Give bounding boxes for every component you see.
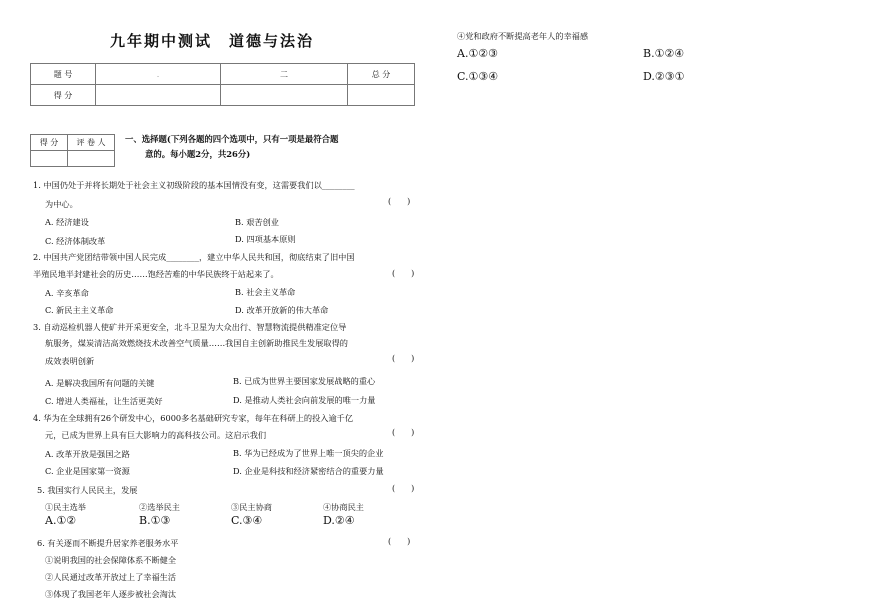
question-3-option-d: D. 是推动人类社会向前发展的唯一力量 bbox=[233, 395, 376, 405]
grader-table-cell: 得 分 bbox=[31, 135, 68, 151]
grader-table bbox=[30, 134, 115, 167]
section-heading-line1: 一、选择题(下列各题的四个选项中，只有一项是最符合题 bbox=[125, 134, 339, 144]
question-1-option-b: B. 艰苦创业 bbox=[235, 217, 279, 227]
question-4-option-a: A. 改革开放是强国之路 bbox=[45, 449, 130, 459]
grader-table-cell bbox=[68, 151, 115, 167]
question-2-option-a: A. 辛亥革命 bbox=[45, 288, 89, 298]
question-2-answer-paren: ( ) bbox=[392, 269, 415, 278]
question-4-option-d: D. 企业是科技和经济紧密结合的重要力量 bbox=[233, 466, 384, 476]
question-1-line: 1. 中国仍处于并将长期处于社会主义初级阶段的基本国情没有变，这需要我们以________ bbox=[33, 180, 355, 190]
question-5-option-b: B.①③ bbox=[139, 514, 171, 527]
question-4-line: 4. 华为在全球拥有26个研发中心，6000多名基础研究专家，每年在科研上的投入逾千亿 bbox=[33, 413, 354, 423]
question-2-option-d: D. 改革开放新的伟大革命 bbox=[235, 305, 329, 315]
question-6-item-3: ③体现了我国老年人逐步被社会淘汰 bbox=[45, 589, 177, 599]
question-5-answer-paren: ( ) bbox=[392, 484, 415, 493]
question-2-option-c: C. 新民主主义革命 bbox=[45, 305, 114, 315]
question-3-line: 航服务，煤炭清洁高效燃烧技术改善空气质量……我国自主创新助推民生发展取得的 bbox=[45, 338, 348, 348]
score-table-cell: 得 分 bbox=[31, 85, 96, 106]
question-4-option-c: C. 企业是国家第一资源 bbox=[45, 466, 130, 476]
page-title: 九年期中测试 道德与法治 bbox=[110, 32, 315, 50]
score-table bbox=[30, 63, 415, 106]
score-table-cell bbox=[348, 85, 415, 106]
question-4-answer-paren: ( ) bbox=[392, 428, 415, 437]
question-5-line: 5. 我国实行人民民主，发展 bbox=[37, 485, 138, 495]
grader-table-cell: 评 卷 人 bbox=[68, 135, 115, 151]
question-4-line: 元，已成为世界上具有巨大影响力的高科技公司。这启示我们 bbox=[45, 430, 267, 440]
question-3-answer-paren: ( ) bbox=[392, 354, 415, 363]
question-3-option-c: C. 增进人类福祉，让生活更美好 bbox=[45, 396, 163, 406]
question-4-option-b: B. 华为已经成为了世界上唯一顶尖的企业 bbox=[233, 448, 384, 458]
question-6-item-4: ④党和政府不断提高老年人的幸福感 bbox=[457, 31, 589, 41]
question-6-item-1: ①说明我国的社会保障体系不断健全 bbox=[45, 555, 177, 565]
score-table-cell: 二 bbox=[221, 64, 348, 85]
question-6-line: 6. 有关逐而不断提升居家养老服务水平 bbox=[37, 538, 179, 548]
score-table-cell: 题 号 bbox=[31, 64, 96, 85]
question-6-option-d: D.②③① bbox=[643, 70, 685, 83]
question-2-line: 2. 中国共产党团结带领中国人民完成________，建立中华人民共和国，彻底结束了旧中国 bbox=[33, 252, 355, 262]
question-5-item-4: ④协商民主 bbox=[323, 502, 364, 512]
question-6-answer-paren: ( ) bbox=[388, 537, 411, 546]
question-6-option-b: B.①②④ bbox=[643, 47, 685, 60]
question-3-line: 3. 自动巡检机器人使矿井开采更安全，北斗卫星为大众出行、智慧物流提供精准定位导 bbox=[33, 322, 347, 332]
section-heading-line2: 意的。每小题2分，共26分) bbox=[145, 149, 251, 159]
question-1-option-a: A. 经济建设 bbox=[45, 217, 89, 227]
score-table-cell bbox=[96, 85, 221, 106]
grader-table-cell bbox=[31, 151, 68, 167]
question-1-line: 为中心。 bbox=[45, 199, 78, 209]
score-table-cell: 总 分 bbox=[348, 64, 415, 85]
question-5-item-3: ③民主协商 bbox=[231, 502, 272, 512]
question-6-option-a: A.①②③ bbox=[457, 47, 499, 60]
question-5-item-1: ①民主选举 bbox=[45, 502, 86, 512]
question-2-option-b: B. 社会主义革命 bbox=[235, 287, 296, 297]
question-5-item-2: ②选举民主 bbox=[139, 502, 180, 512]
question-1-option-c: C. 经济体制改革 bbox=[45, 236, 106, 246]
question-6-item-2: ②人民通过改革开放过上了幸福生活 bbox=[45, 572, 177, 582]
question-5-option-d: D.②④ bbox=[323, 514, 355, 527]
question-3-option-b: B. 已成为世界主要国家发展战略的重心 bbox=[233, 376, 376, 386]
question-1-option-d: D. 四项基本原则 bbox=[235, 234, 296, 244]
question-2-line: 半殖民地半封建社会的历史……饱经苦难的中华民族终于站起来了。 bbox=[33, 269, 279, 279]
score-table-cell bbox=[221, 85, 348, 106]
question-1-answer-paren: ( ) bbox=[388, 197, 411, 206]
question-6-option-c: C.①③④ bbox=[457, 70, 499, 83]
score-table-cell: . bbox=[96, 64, 221, 85]
question-5-option-c: C.③④ bbox=[231, 514, 263, 527]
question-5-option-a: A.①② bbox=[45, 514, 77, 527]
question-3-line: 成效表明创新 bbox=[45, 356, 95, 366]
question-3-option-a: A. 是解决我国所有问题的关键 bbox=[45, 378, 155, 388]
